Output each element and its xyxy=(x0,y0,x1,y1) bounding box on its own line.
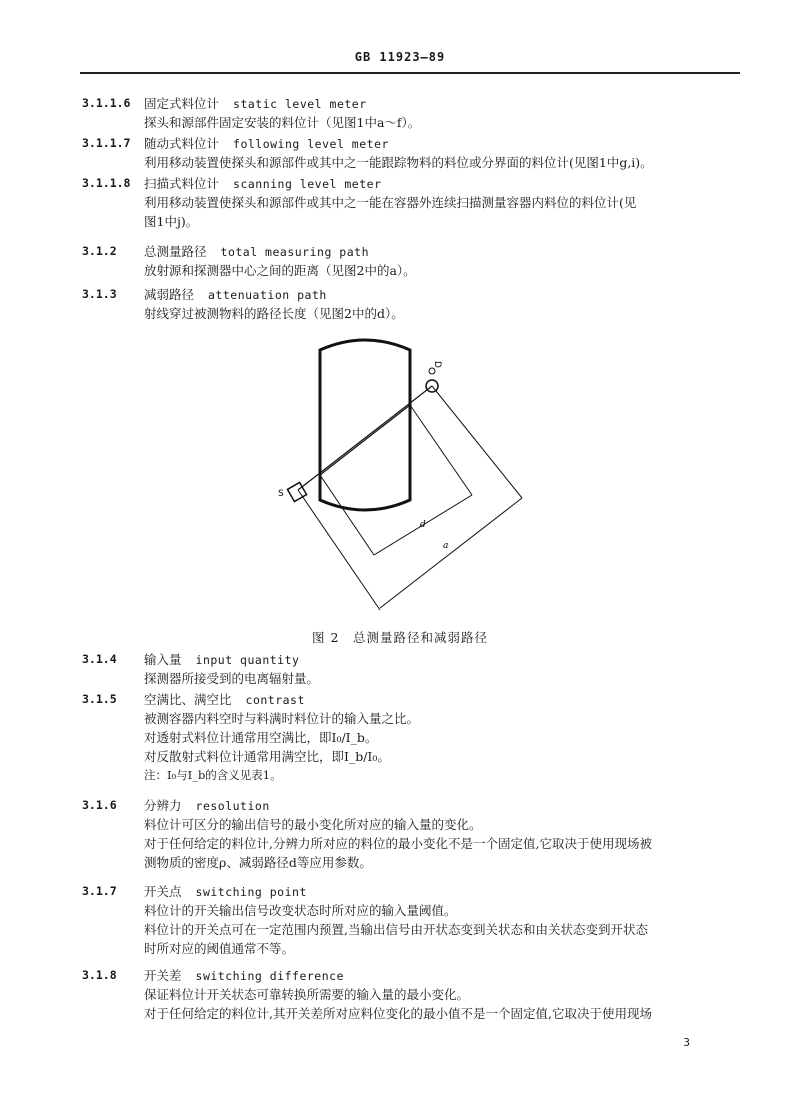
entry-number: 3.1.1.6 xyxy=(82,96,131,110)
term-zh: 固定式料位计 xyxy=(144,96,220,111)
page-header: GB 11923—89 xyxy=(354,50,446,64)
entry-number: 3.1.4 xyxy=(82,652,117,666)
definition-line: 被测容器内料空时与料满时料位计的输入量之比。 xyxy=(144,711,420,726)
source-label: S xyxy=(278,489,284,499)
term-zh: 随动式料位计 xyxy=(144,136,220,151)
term-en: total measuring path xyxy=(220,245,369,259)
term-en: switching point xyxy=(195,885,307,899)
detector-label: D xyxy=(432,361,442,368)
total-path-label: a xyxy=(443,541,449,551)
term-en: switching difference xyxy=(195,969,344,983)
definition-line: 对反散射式料位计通常用满空比，即I_b/I₀。 xyxy=(144,749,390,764)
definition-line: 时所对应的阈值通常不等。 xyxy=(144,941,295,956)
header-rule xyxy=(80,72,740,74)
term-en: static level meter xyxy=(233,97,367,111)
definition-line: 图1中j)。 xyxy=(144,214,199,229)
term-en: attenuation path xyxy=(208,288,327,302)
page-number: 3 xyxy=(683,1036,690,1049)
figure-2-diagram xyxy=(260,330,540,620)
definition-line: 测物质的密度ρ、减弱路径d等应用参数。 xyxy=(144,855,372,870)
definition-line: 料位计可区分的输出信号的最小变化所对应的输入量的变化。 xyxy=(144,817,482,832)
definition-line: 射线穿过被测物料的路径长度（见图2中的d）。 xyxy=(144,306,404,321)
definition-line: 对透射式料位计通常用空满比，即I₀/I_b。 xyxy=(144,730,378,745)
term-zh: 开关点 xyxy=(144,884,182,899)
total-path-line xyxy=(298,386,432,490)
entry-number: 3.1.2 xyxy=(82,244,117,258)
vessel-outline xyxy=(320,340,410,510)
term-en: resolution xyxy=(195,799,270,813)
term-zh: 开关差 xyxy=(144,968,182,983)
definition-line: 利用移动装置使探头和源部件或其中之一能跟踪物料的料位或分界面的料位计(见图1中g,i)。 xyxy=(144,155,653,170)
definition-line: 放射源和探测器中心之间的距离（见图2中的a）。 xyxy=(144,263,416,278)
entry-number: 3.1.5 xyxy=(82,692,117,706)
definition-line: 对于任何给定的料位计,分辨力所对应的料位的最小变化不是一个固定值,它取决于使用现场被 xyxy=(144,836,652,851)
definition-line: 料位计的开关输出信号改变状态时所对应的输入量阈值。 xyxy=(144,903,457,918)
entry-number: 3.1.1.7 xyxy=(82,136,131,150)
definition-line: 探头和源部件固定安装的料位计（见图1中a～f）。 xyxy=(144,115,421,130)
term-zh: 输入量 xyxy=(144,652,182,667)
definition-line: 探测器所接受到的电离辐射量。 xyxy=(144,671,320,686)
entry-number: 3.1.1.8 xyxy=(82,176,131,190)
figure-caption: 图 2 总测量路径和减弱路径 xyxy=(312,630,488,645)
term-zh: 空满比、满空比 xyxy=(144,692,232,707)
note-line: 注：I₀与I_b的含义见表1。 xyxy=(144,768,282,782)
term-en: scanning level meter xyxy=(233,177,382,191)
term-en: input quantity xyxy=(195,653,300,667)
definition-line: 对于任何给定的料位计,其开关差所对应料位变化的最小值不是一个固定值,它取决于使用现场 xyxy=(144,1006,652,1021)
total-dimension xyxy=(380,498,522,608)
term-en: contrast xyxy=(245,693,305,707)
term-zh: 总测量路径 xyxy=(144,244,207,259)
entry-number: 3.1.3 xyxy=(82,287,117,301)
attenuation-label: d xyxy=(420,520,426,530)
term-zh: 分辨力 xyxy=(144,798,182,813)
term-en: following level meter xyxy=(233,137,389,151)
definition-line: 料位计的开关点可在一定范围内预置,当输出信号由开状态变到关状态和由关状态变到开状态 xyxy=(144,922,648,937)
entry-number: 3.1.7 xyxy=(82,884,117,898)
term-zh: 扫描式料位计 xyxy=(144,176,220,191)
term-zh: 减弱路径 xyxy=(144,287,195,302)
definition-line: 利用移动装置使探头和源部件或其中之一能在容器外连续扫描测量容器内料位的料位计(见 xyxy=(144,195,637,210)
entry-number: 3.1.6 xyxy=(82,798,117,812)
entry-number: 3.1.8 xyxy=(82,968,117,982)
definition-line: 保证料位计开关状态可靠转换所需要的输入量的最小变化。 xyxy=(144,987,470,1002)
